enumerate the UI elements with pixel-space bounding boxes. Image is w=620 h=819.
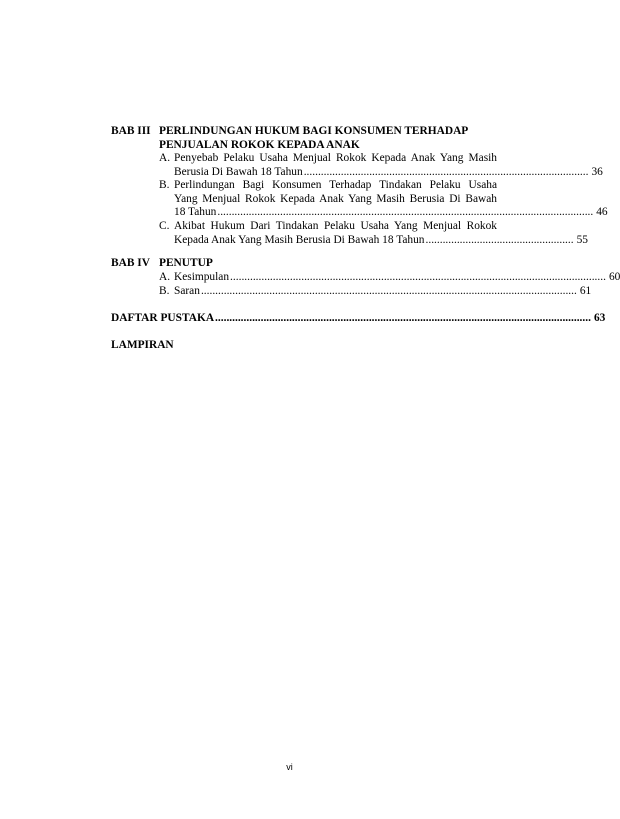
chapter-title: PENUTUP: [159, 257, 213, 269]
entry-text-line: Yang Menjual Rokok Kepada Anak Yang Masih Berusia Di Bawah: [174, 192, 497, 205]
chapter-title-line: PERLINDUNGAN HUKUM BAGI KONSUMEN TERHADAP: [159, 125, 469, 137]
chapter-label: BAB IV: [111, 257, 150, 269]
page-number: 61: [579, 285, 592, 297]
entry-text-line: Kesimpulan: [174, 271, 230, 283]
entry-text-line: Saran: [174, 285, 200, 297]
entry-letter: A.: [159, 271, 171, 283]
entry-text-line: Kepada Anak Yang Masih Berusia Di Bawah 18 Tahun: [174, 233, 425, 246]
entry-letter: A.: [159, 152, 171, 164]
toc-entry-saran[interactable]: [159, 285, 592, 299]
entry-text-line: 18 Tahun: [174, 206, 217, 219]
entry-letter: B.: [159, 179, 170, 191]
chapter-title: [159, 125, 497, 152]
page-number: 63: [593, 312, 606, 324]
dot-leader: ....................................................................................................................................: [217, 206, 594, 219]
dot-leader: ....................................................................................................: [303, 165, 589, 178]
page-number: 36: [591, 165, 603, 178]
page-number: 55: [576, 233, 588, 246]
dot-leader: ....................................................................................................................................: [230, 271, 606, 283]
dot-leader: ....................................................: [425, 233, 574, 246]
page-number: 46: [596, 206, 608, 219]
toc-entry-a[interactable]: [159, 152, 603, 179]
entry-text-line: Berusia Di Bawah 18 Tahun: [174, 165, 303, 178]
toc-entry-b[interactable]: [159, 179, 608, 220]
toc-entry-daftar-pustaka[interactable]: [111, 312, 606, 326]
entry-letter: B.: [159, 285, 170, 297]
toc-entry-lampiran[interactable]: [111, 339, 497, 353]
dot-leader: ....................................................................................................................................: [200, 285, 577, 297]
dot-leader: ....................................................................................................................................: [215, 312, 591, 324]
page-footer-number: vi: [286, 762, 293, 772]
page-number: 60: [608, 271, 620, 283]
entry-text-line: Penyebab Pelaku Usaha Menjual Rokok Kepada Anak Yang Masih: [174, 152, 497, 164]
entry-letter: C.: [159, 220, 170, 232]
entry-text-line: DAFTAR PUSTAKA: [111, 312, 215, 324]
entry-text-line: Perlindungan Bagi Konsumen Terhadap Tindakan Pelaku Usaha: [174, 179, 497, 191]
entry-text-line: Akibat Hukum Dari Tindakan Pelaku Usaha Yang Menjual Rokok: [174, 220, 497, 232]
chapter-title-line: PENJUALAN ROKOK KEPADA ANAK: [159, 138, 360, 151]
entry-text-line: LAMPIRAN: [111, 339, 174, 351]
chapter-label: BAB III: [111, 125, 151, 137]
toc-entry-c[interactable]: [159, 220, 588, 247]
toc-entry-kesimpulan[interactable]: [159, 271, 620, 285]
